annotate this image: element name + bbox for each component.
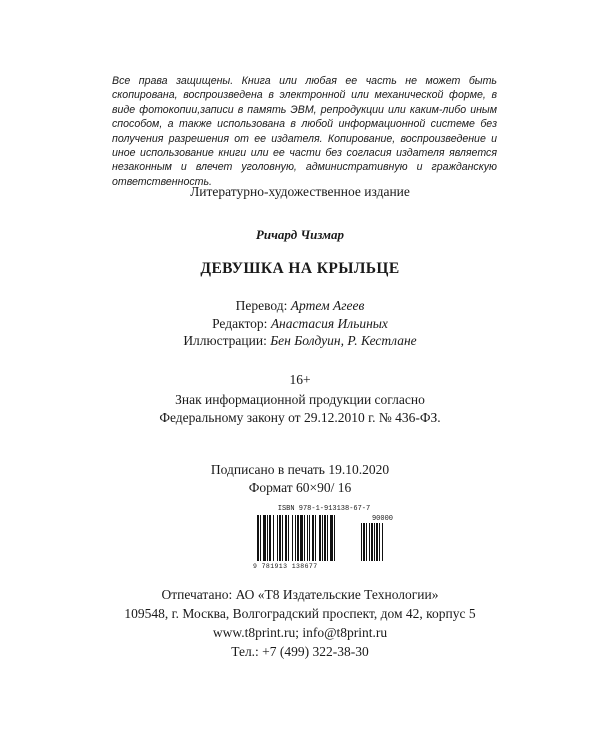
info-notice: [0, 391, 600, 426]
barcode-bars: [253, 513, 395, 565]
printer-name: Отпечатано: АО «Т8 Издательские Технологии»: [161, 587, 439, 602]
barcode-addon: 90000: [371, 515, 393, 523]
credit-name: Бен Болдуин, Р. Кестлане: [270, 333, 417, 348]
credit-editor: [0, 315, 600, 333]
credit-name: Артем Агеев: [290, 298, 365, 313]
info-notice-line: Федеральному закону от 29.12.2010 г. № 436-ФЗ.: [159, 409, 441, 425]
barcode-digits: 9 781913 138677: [253, 563, 318, 570]
credit-role: Редактор:: [212, 315, 268, 331]
copyright-notice: Все права защищены. Книга или любая ее часть не может быть скопирована, воспроизведена в электронной или механической форме, в виде фотокопии,записи в память ЭВМ, репродукции или каким-либо иным способом, а также использована в любой информационной системе без получения разрешения от ее издателя. Копирование, воспроизведение и иное использование книги или ее части без согласия издателя является незаконным и влечет уголовную, административную и гражданскую ответственность.: [112, 75, 497, 188]
info-notice-line: Знак информационной продукции согласно: [175, 392, 425, 407]
credit-role: Перевод:: [235, 298, 288, 313]
book-format: Формат 60×90/ 16: [248, 479, 352, 495]
printer-address: 109548, г. Москва, Волгоградский проспект, дом 42, корпус 5: [124, 606, 476, 621]
printer-info: [0, 585, 600, 661]
signed-to-print: Подписано в печать 19.10.2020: [210, 462, 390, 477]
credit-translator: [0, 297, 600, 315]
print-details: [0, 461, 600, 496]
credit-illustrators: [0, 332, 600, 350]
credits-block: [0, 297, 600, 350]
printer-web: www.t8print.ru; info@t8print.ru: [212, 625, 388, 640]
edition-type: Литературно-художественное издание: [190, 184, 410, 199]
credit-role: Иллюстрации:: [183, 333, 267, 348]
isbn-label: ISBN 978-1-913138-67-7: [277, 505, 371, 513]
book-title: ДЕВУШКА НА КРЫЛЬЦЕ: [200, 260, 400, 277]
isbn-barcode: [253, 505, 395, 571]
author-name: Ричард Чизмар: [255, 227, 345, 242]
printer-phone: Тел.: +7 (499) 322-38-30: [231, 644, 369, 659]
credit-name: Анастасия Ильиных: [270, 315, 388, 331]
age-rating: 16+: [289, 372, 311, 387]
